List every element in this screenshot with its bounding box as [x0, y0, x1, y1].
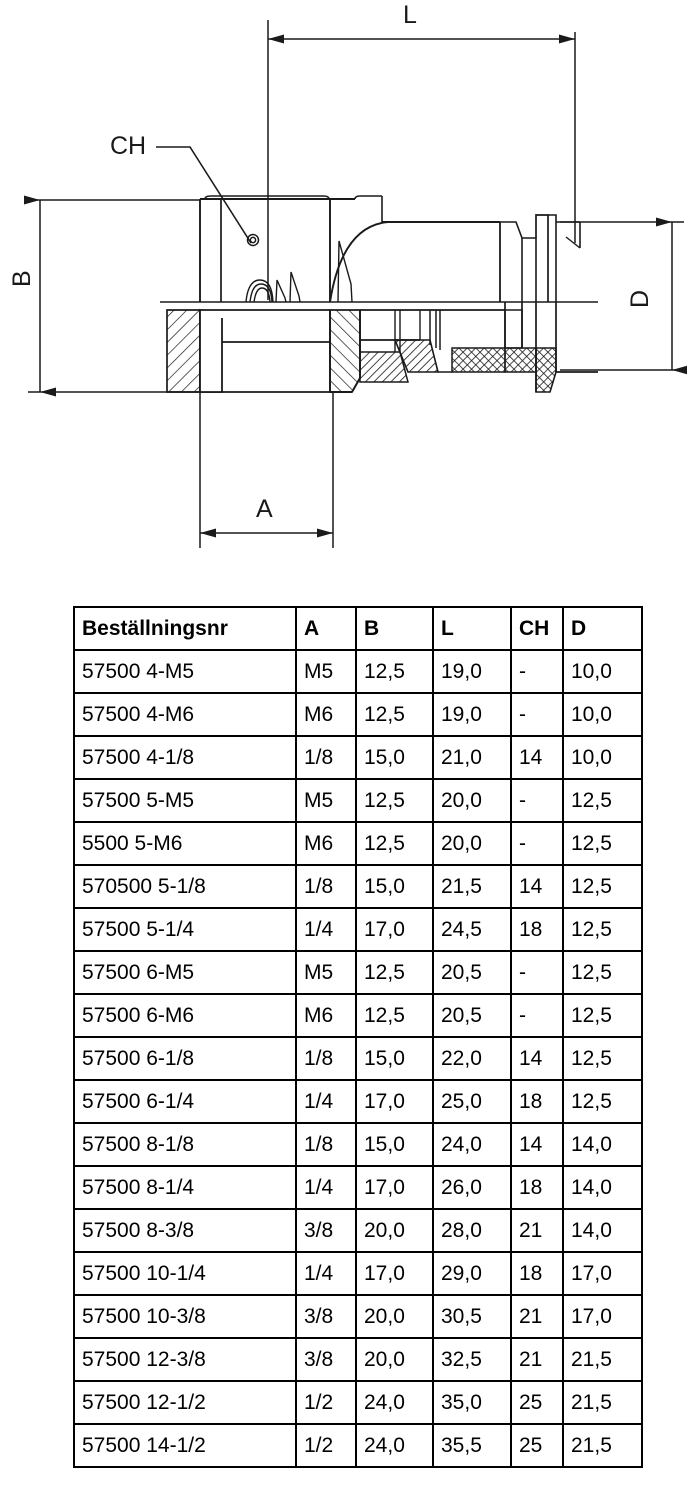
cell-ch: 14	[511, 1123, 563, 1166]
cell-part-number: 57500 6-1/8	[74, 1037, 296, 1080]
cell-ch: 21	[511, 1209, 563, 1252]
cell-ch: -	[511, 779, 563, 822]
cell-l: 32,5	[433, 1338, 511, 1381]
collet-lower-hatched	[360, 352, 408, 382]
table-row	[74, 1381, 642, 1424]
cell-d: 14,0	[563, 1123, 642, 1166]
cell-l: 20,5	[433, 994, 511, 1037]
cell-b: 15,0	[356, 865, 433, 908]
cell-b: 12,5	[356, 951, 433, 994]
cell-d: 10,0	[563, 650, 642, 693]
table-row	[74, 1424, 642, 1467]
table-row	[74, 1037, 642, 1080]
cell-a: 3/8	[296, 1209, 356, 1252]
cell-b: 17,0	[356, 1166, 433, 1209]
cell-ch: 14	[511, 1037, 563, 1080]
cell-ch: 14	[511, 736, 563, 779]
table-row	[74, 994, 642, 1037]
cell-ch: -	[511, 693, 563, 736]
column-header-d: D	[563, 607, 642, 650]
cell-part-number: 5500 5-M6	[74, 822, 296, 865]
cell-b: 12,5	[356, 693, 433, 736]
cell-b: 20,0	[356, 1209, 433, 1252]
cell-part-number: 57500 10-1/4	[74, 1252, 296, 1295]
pushin-upper-outline	[500, 215, 580, 302]
cell-b: 12,5	[356, 650, 433, 693]
cell-b: 17,0	[356, 1252, 433, 1295]
cell-b: 20,0	[356, 1338, 433, 1381]
specification-table-container	[73, 606, 641, 1468]
cell-d: 10,0	[563, 736, 642, 779]
sleeve-lower	[505, 310, 522, 348]
cell-l: 24,5	[433, 908, 511, 951]
column-header-l: L	[433, 607, 511, 650]
table-row	[74, 736, 642, 779]
cell-ch: 18	[511, 1166, 563, 1209]
cell-a: 1/2	[296, 1381, 356, 1424]
cell-l: 21,0	[433, 736, 511, 779]
cell-part-number: 57500 5-M5	[74, 779, 296, 822]
left-port-flange-hatched	[167, 310, 200, 392]
cell-a: M5	[296, 650, 356, 693]
cell-d: 12,5	[563, 865, 642, 908]
cell-a: 1/4	[296, 908, 356, 951]
table-header	[74, 607, 642, 650]
cell-l: 20,5	[433, 951, 511, 994]
cell-a: M6	[296, 693, 356, 736]
cell-b: 17,0	[356, 908, 433, 951]
cell-ch: 18	[511, 1252, 563, 1295]
cell-a: M6	[296, 822, 356, 865]
cell-ch: -	[511, 994, 563, 1037]
cell-l: 30,5	[433, 1295, 511, 1338]
cell-b: 12,5	[356, 779, 433, 822]
cell-d: 12,5	[563, 779, 642, 822]
cell-d: 12,5	[563, 908, 642, 951]
table-row	[74, 779, 642, 822]
table-row	[74, 822, 642, 865]
cell-l: 20,0	[433, 822, 511, 865]
cell-d: 12,5	[563, 951, 642, 994]
cell-a: 3/8	[296, 1338, 356, 1381]
dimension-L	[268, 20, 575, 300]
cell-a: M6	[296, 994, 356, 1037]
column-header-ch: CH	[511, 607, 563, 650]
cell-l: 20,0	[433, 779, 511, 822]
cell-part-number: 57500 6-M6	[74, 994, 296, 1037]
cell-b: 24,0	[356, 1381, 433, 1424]
cell-part-number: 57500 4-M6	[74, 693, 296, 736]
table-row	[74, 1209, 642, 1252]
column-header-a: A	[296, 607, 356, 650]
cell-part-number: 57500 4-M5	[74, 650, 296, 693]
table-row	[74, 1338, 642, 1381]
cell-part-number: 57500 6-M5	[74, 951, 296, 994]
dimension-label-L: L	[403, 1, 417, 29]
table-header-row	[74, 607, 642, 650]
dimension-label-D: D	[626, 289, 654, 308]
cell-b: 15,0	[356, 1037, 433, 1080]
cell-l: 24,0	[433, 1123, 511, 1166]
cell-ch: -	[511, 650, 563, 693]
cell-a: 1/8	[296, 1123, 356, 1166]
cell-ch: 21	[511, 1295, 563, 1338]
body-upper-outline	[200, 196, 500, 302]
cell-b: 17,0	[356, 1080, 433, 1123]
cell-a: 1/8	[296, 865, 356, 908]
cell-l: 21,5	[433, 865, 511, 908]
cell-ch: 25	[511, 1381, 563, 1424]
dimension-label-CH: CH	[110, 132, 147, 160]
cell-d: 10,0	[563, 693, 642, 736]
cell-d: 17,0	[563, 1295, 642, 1338]
cell-part-number: 57500 6-1/4	[74, 1080, 296, 1123]
cell-part-number: 57500 14-1/2	[74, 1424, 296, 1467]
cell-l: 28,0	[433, 1209, 511, 1252]
cell-d: 21,5	[563, 1424, 642, 1467]
cell-ch: 25	[511, 1424, 563, 1467]
technical-drawing	[0, 0, 687, 580]
column-header-b: B	[356, 607, 433, 650]
cell-part-number: 57500 5-1/4	[74, 908, 296, 951]
cell-l: 25,0	[433, 1080, 511, 1123]
dimension-D	[560, 222, 684, 370]
cell-d: 12,5	[563, 822, 642, 865]
dimension-A	[200, 392, 333, 548]
cell-a: 1/4	[296, 1252, 356, 1295]
cell-part-number: 570500 5-1/8	[74, 865, 296, 908]
dimension-label-B: B	[8, 270, 36, 287]
table-row	[74, 1252, 642, 1295]
cell-l: 19,0	[433, 650, 511, 693]
cell-d: 14,0	[563, 1166, 642, 1209]
cell-b: 12,5	[356, 994, 433, 1037]
cell-d: 21,5	[563, 1338, 642, 1381]
cell-part-number: 57500 8-1/8	[74, 1123, 296, 1166]
cell-l: 19,0	[433, 693, 511, 736]
cell-b: 24,0	[356, 1424, 433, 1467]
cell-a: 3/8	[296, 1295, 356, 1338]
cell-part-number: 57500 8-1/4	[74, 1166, 296, 1209]
leg-bore	[360, 310, 505, 340]
body-lower-hatched	[330, 310, 360, 392]
cell-ch: -	[511, 951, 563, 994]
cell-ch: -	[511, 822, 563, 865]
cell-part-number: 57500 4-1/8	[74, 736, 296, 779]
cell-a: 1/8	[296, 736, 356, 779]
dimension-label-A: A	[256, 495, 273, 523]
cell-d: 12,5	[563, 1037, 642, 1080]
table-row	[74, 1295, 642, 1338]
cell-l: 35,0	[433, 1381, 511, 1424]
table-row	[74, 650, 642, 693]
table-row	[74, 693, 642, 736]
cell-d: 12,5	[563, 1080, 642, 1123]
cell-ch: 18	[511, 908, 563, 951]
table-row	[74, 1166, 642, 1209]
cell-l: 29,0	[433, 1252, 511, 1295]
cell-b: 15,0	[356, 736, 433, 779]
cell-l: 22,0	[433, 1037, 511, 1080]
ch-leader-line	[156, 147, 251, 243]
column-header-part-number: Beställningsnr	[74, 607, 296, 650]
cell-b: 15,0	[356, 1123, 433, 1166]
cell-ch: 18	[511, 1080, 563, 1123]
cell-ch: 21	[511, 1338, 563, 1381]
drawing-canvas	[0, 0, 687, 580]
cell-part-number: 57500 12-1/2	[74, 1381, 296, 1424]
cell-d: 21,5	[563, 1381, 642, 1424]
cell-a: 1/2	[296, 1424, 356, 1467]
cell-a: M5	[296, 951, 356, 994]
cell-l: 35,5	[433, 1424, 511, 1467]
cell-part-number: 57500 8-3/8	[74, 1209, 296, 1252]
cell-a: 1/4	[296, 1166, 356, 1209]
cell-d: 17,0	[563, 1252, 642, 1295]
table-row	[74, 908, 642, 951]
table-row	[74, 865, 642, 908]
cell-b: 12,5	[356, 822, 433, 865]
thread-relief-detail	[246, 241, 352, 302]
cell-d: 12,5	[563, 994, 642, 1037]
cell-b: 20,0	[356, 1295, 433, 1338]
cell-part-number: 57500 12-3/8	[74, 1338, 296, 1381]
table-row	[74, 951, 642, 994]
cell-a: 1/4	[296, 1080, 356, 1123]
cell-part-number: 57500 10-3/8	[74, 1295, 296, 1338]
table-body	[74, 650, 642, 1467]
specification-table	[73, 606, 643, 1468]
table-row	[74, 1080, 642, 1123]
cell-a: M5	[296, 779, 356, 822]
cell-ch: 14	[511, 865, 563, 908]
cell-d: 14,0	[563, 1209, 642, 1252]
cell-l: 26,0	[433, 1166, 511, 1209]
table-row	[74, 1123, 642, 1166]
cell-a: 1/8	[296, 1037, 356, 1080]
